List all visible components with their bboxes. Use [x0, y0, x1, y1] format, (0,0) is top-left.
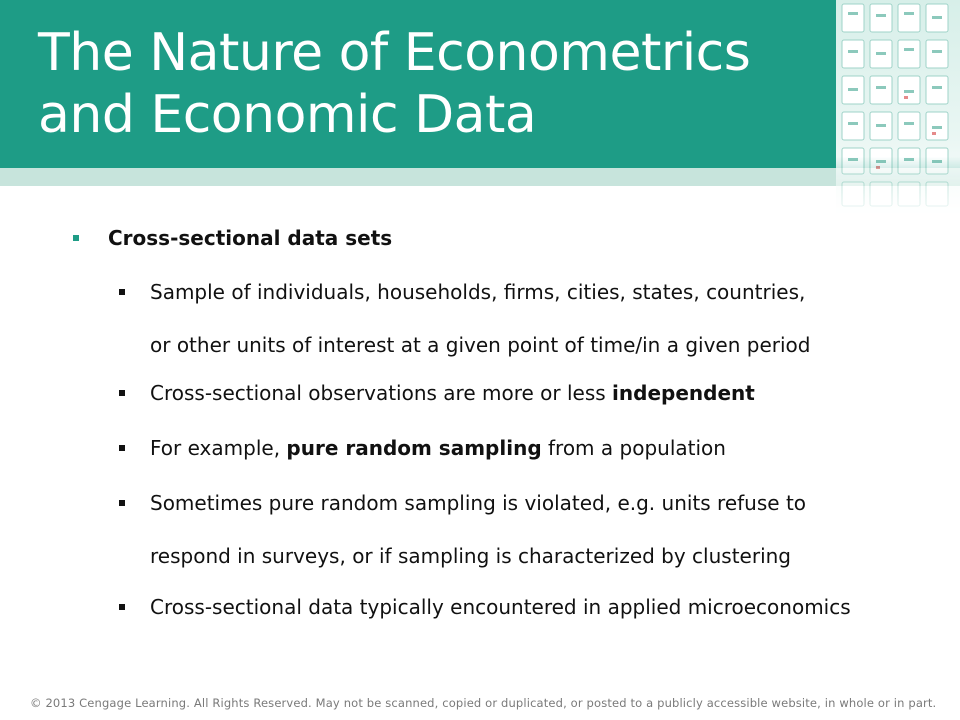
- bullet-square-icon: [119, 604, 125, 610]
- slide-title-line-1: The Nature of Econometrics: [38, 23, 751, 83]
- bullet-square-icon: [119, 445, 125, 451]
- sub-bullet-text: Sample of individuals, households, firms, cities, states, countries, or other units of interest at a given point of time/in a given period: [150, 280, 811, 357]
- copyright-footer: © 2013 Cengage Learning. All Rights Reserved. May not be scanned, copied or duplicated, or posted to a publicly accessible website, in whole or in part.: [30, 696, 937, 710]
- bullet-square-icon: [73, 235, 79, 241]
- sub-bullet-text: Sometimes pure random sampling is violated, e.g. units refuse to respond in surveys, or if sampling is characterized by clustering: [150, 491, 807, 568]
- sub-bullet-text: For example, pure random sampling from a population: [150, 436, 726, 460]
- bullet-square-icon: [119, 390, 125, 396]
- slide-title-line-2: and Economic Data: [38, 85, 537, 145]
- main-bullet-text: Cross-sectional data sets: [108, 226, 393, 250]
- emphasis-independent: independent: [612, 381, 755, 405]
- emphasis-pure-random-sampling: pure random sampling: [286, 436, 542, 460]
- bullet-square-icon: [119, 500, 125, 506]
- sub-bullet-text: Cross-sectional observations are more or less independent: [150, 381, 755, 405]
- sub-bullet-text: Cross-sectional data typically encountered in applied microeconomics: [150, 595, 851, 619]
- bullet-square-icon: [119, 289, 125, 295]
